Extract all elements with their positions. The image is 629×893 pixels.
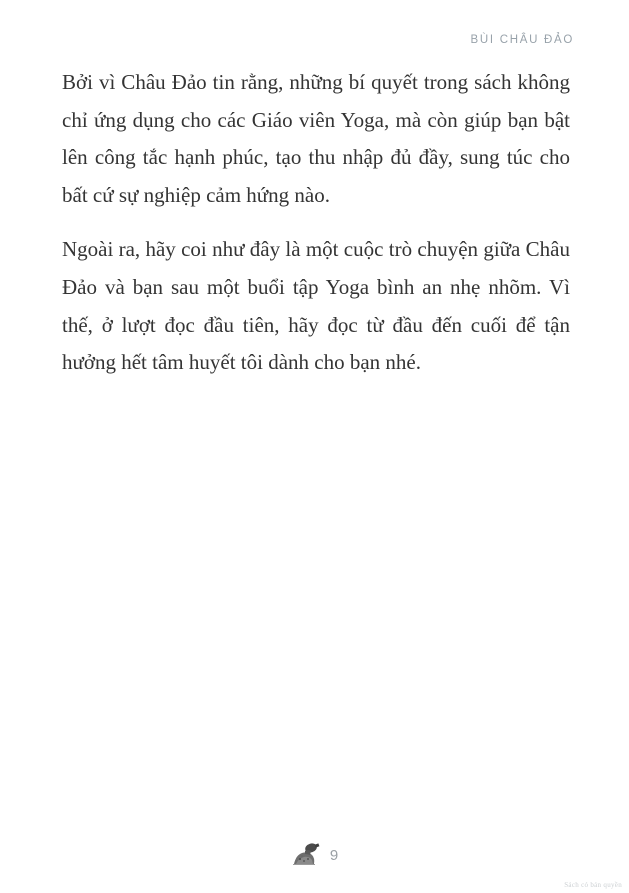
copyright-watermark: Sách có bản quyền	[564, 881, 622, 889]
paragraph: Ngoài ra, hãy coi như đây là một cuộc trò chuyện giữa Châu Đảo và bạn sau một buổi tập Yoga bình an nhẹ nhõm. Vì thế, ở lượt đọc đầu tiên, hãy đọc từ đầu đến cuối để tận hưởng hết tâm huyết tôi dành cho bạn nhé.	[62, 237, 570, 375]
running-header-author: BÙI CHÂU ĐẢO	[470, 34, 574, 46]
paragraph: Bởi vì Châu Đảo tin rằng, những bí quyết trong sách không chỉ ứng dụng cho các Giáo viên Yoga, mà còn giúp bạn bật lên công tắc hạnh phúc, tạo thu nhập đủ đầy, sung túc cho bất cứ sự nghiệp cảm hứng nào.	[62, 70, 570, 207]
page-footer	[0, 841, 629, 866]
page-body-text	[62, 64, 570, 399]
footer-ornament-icon	[291, 841, 321, 866]
page-number: 9	[329, 847, 339, 864]
